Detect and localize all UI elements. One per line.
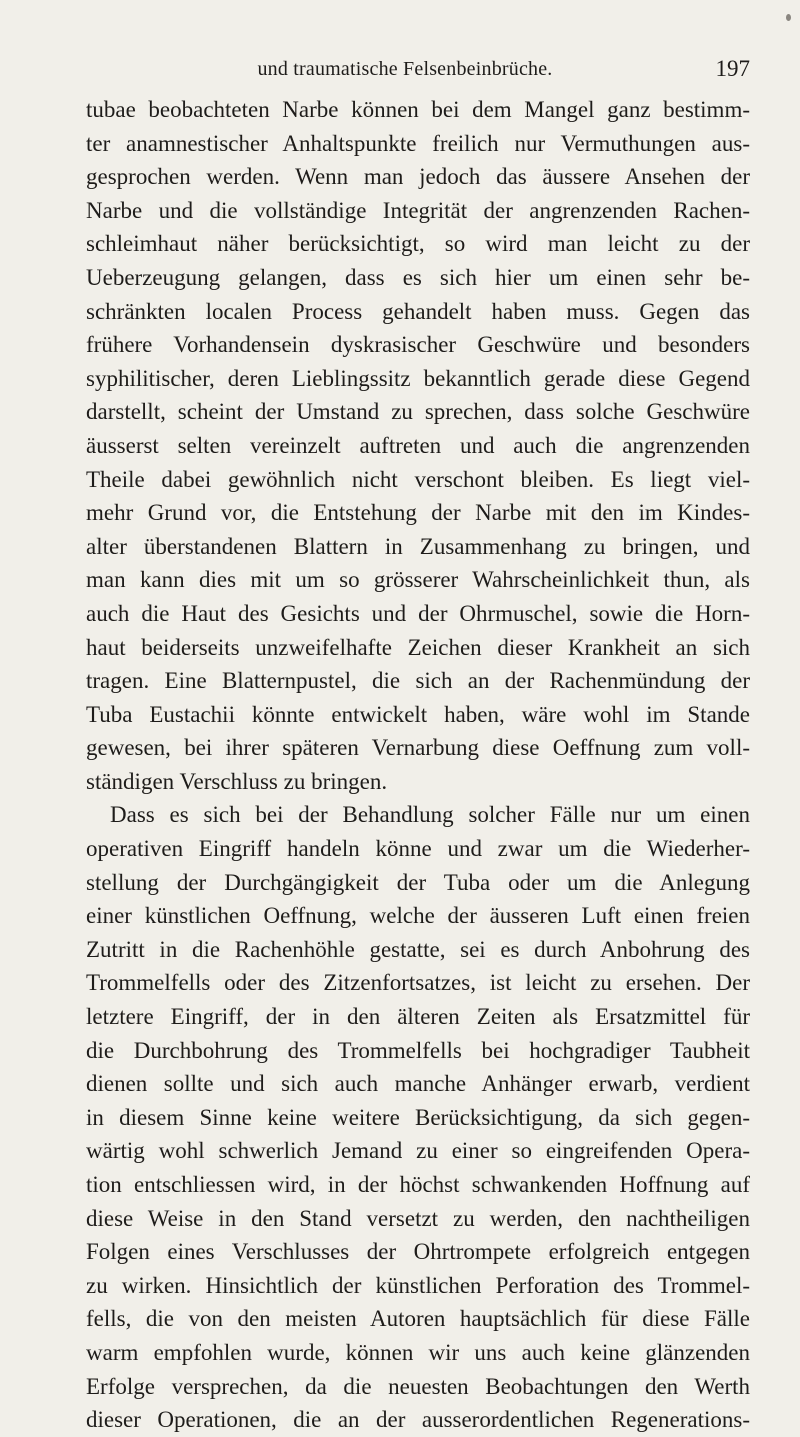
text-line: darstellt, scheint der Umstand zu sprechen, dass solche Geschwüre [86, 399, 750, 425]
running-head: und traumatische Felsenbeinbrüche. [257, 58, 553, 80]
text-line: äusserst selten vereinzelt auftreten und auch die angrenzenden [86, 432, 750, 458]
page-header [60, 58, 750, 88]
page-number: 197 [715, 56, 750, 81]
text-line: warm empfohlen wurde, können wir uns auch keine glänzenden [86, 1339, 750, 1365]
text-line: Folgen eines Verschlusses der Ohrtrompete erfolgreich entgegen [86, 1239, 750, 1265]
text-line: stellung der Durchgängigkeit der Tuba oder um die Anlegung [86, 869, 750, 895]
text-line: frühere Vorhandensein dyskrasischer Geschwüre und besonders [86, 332, 750, 358]
text-line: letztere Eingriff, der in den älteren Zeiten als Ersatzmittel für [86, 1004, 750, 1030]
text-line: ter anamnestischer Anhaltspunkte freilich nur Vermuthungen aus- [86, 130, 750, 156]
text-line: ständigen Verschluss zu bringen. [86, 768, 388, 794]
text-line: mehr Grund vor, die Entstehung der Narbe mit den im Kindes- [86, 500, 750, 526]
text-line: zu wirken. Hinsichtlich der künstlichen Perforation des Trommel- [86, 1272, 750, 1298]
text-line: Tuba Eustachii könnte entwickelt haben, wäre wohl im Stande [86, 701, 750, 727]
text-line: einer künstlichen Oeffnung, welche der äusseren Luft einen freien [86, 903, 750, 929]
text-line: gewesen, bei ihrer späteren Vernarbung diese Oeffnung zum voll- [86, 735, 750, 761]
text-line: Zutritt in die Rachenhöhle gestatte, sei es durch Anbohrung des [86, 936, 750, 962]
text-line: in diesem Sinne keine weitere Berücksichtigung, da sich gegen- [86, 1104, 750, 1130]
text-line: die Durchbohrung des Trommelfells bei hochgradiger Taubheit [86, 1037, 750, 1063]
paragraph [86, 798, 750, 1436]
text-line: Narbe und die vollständige Integrität der angrenzenden Rachen- [86, 197, 750, 223]
text-line: wärtig wohl schwerlich Jemand zu einer so eingreifenden Opera- [86, 1138, 750, 1164]
text-line: tragen. Eine Blatternpustel, die sich an der Rachenmündung der [86, 668, 750, 694]
text-line: alter überstandenen Blattern in Zusammenhang zu bringen, und [86, 533, 750, 559]
text-line: schränkten localen Process gehandelt haben muss. Gegen das [86, 298, 750, 324]
text-line: dienen sollte und sich auch manche Anhänger erwarb, verdient [86, 1071, 750, 1097]
paper-speck [786, 14, 791, 21]
text-line: Theile dabei gewöhnlich nicht verschont bleiben. Es liegt viel- [86, 466, 750, 492]
text-line: gesprochen werden. Wenn man jedoch das äussere Ansehen der [86, 164, 750, 190]
text-line: diese Weise in den Stand versetzt zu werden, den nachtheiligen [86, 1205, 750, 1231]
text-line: haut beiderseits unzweifelhafte Zeichen dieser Krankheit an sich [86, 634, 750, 660]
text-line: dieser Operationen, die an der ausserordentlichen Regenerations- [86, 1407, 750, 1433]
text-line: tion entschliessen wird, in der höchst schwankenden Hoffnung auf [86, 1172, 750, 1197]
text-line: Dass es sich bei der Behandlung solcher Fälle nur um einen [110, 802, 750, 828]
paragraph [86, 93, 750, 798]
text-line: man kann dies mit um so grösserer Wahrscheinlichkeit thun, als [86, 567, 750, 593]
text-line: Trommelfells oder des Zitzenfortsatzes, ist leicht zu ersehen. Der [86, 970, 750, 996]
text-line: Erfolge versprechen, da die neuesten Beobachtungen den Werth [86, 1373, 750, 1399]
text-line: schleimhaut näher berücksichtigt, so wird man leicht zu der [86, 231, 750, 257]
text-line: syphilitischer, deren Lieblingssitz bekanntlich gerade diese Gegend [86, 365, 750, 391]
text-line: Ueberzeugung gelangen, dass es sich hier um einen sehr be- [86, 264, 750, 290]
text-line: fells, die von den meisten Autoren hauptsächlich für diese Fälle [86, 1306, 750, 1332]
text-line: operativen Eingriff handeln könne und zwar um die Wiederher- [86, 836, 750, 862]
text-line: tubae beobachteten Narbe können bei dem Mangel ganz bestimm- [86, 97, 750, 122]
text-line: auch die Haut des Gesichts und der Ohrmuschel, sowie die Horn- [86, 600, 750, 626]
body-text [86, 93, 750, 1437]
